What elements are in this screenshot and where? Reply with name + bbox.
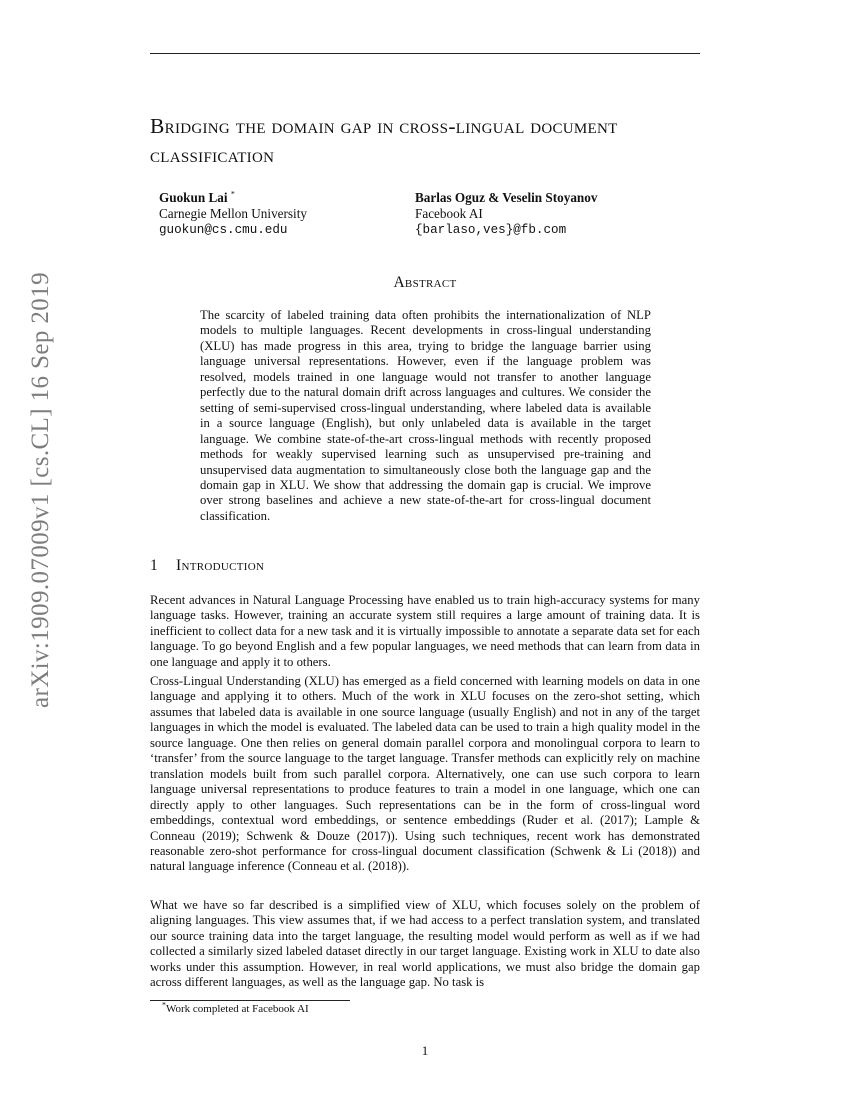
section-number: 1: [150, 557, 159, 574]
footnote-mark: *: [162, 1000, 166, 1010]
page-number: 1: [421, 1043, 429, 1058]
intro-paragraph-1: Recent advances in Natural Language Processing have enabled us to train high-accuracy systems for many language tasks. However, training an accurate system still requires a large amount of training data. It is inefficient to collect data for a new task and it is virtually impossible to annotate a separate data set for each language. To go beyond English and a few popular languages, we need methods that can learn from data in one language and apply it to others.: [150, 593, 700, 669]
section-heading: [150, 557, 264, 575]
author-email: {barlaso,ves}@fb.com: [415, 223, 567, 237]
arxiv-stamp-text: arXiv:1909.07009v1 [cs.CL] 16 Sep 2019: [27, 272, 54, 708]
section-title: Introduction: [176, 557, 265, 574]
author-affiliation: Facebook AI: [415, 206, 483, 221]
author-email: guokun@cs.cmu.edu: [159, 223, 288, 237]
author-block-1: [159, 190, 307, 238]
author-name: Guokun Lai: [159, 190, 228, 205]
author-name: Barlas Oguz & Veselin Stoyanov: [415, 190, 598, 205]
author-footnote-mark: *: [230, 189, 235, 199]
abstract-text: The scarcity of labeled training data often prohibits the internationalization of NLP models to multiple languages. Recent developments in cross-lingual understanding (XLU) has made progress in this area, trying to bridge the language barrier using language universal representations. However, even if the language problem was resolved, models trained in one language would not transfer to another language perfectly due to the natural domain drift across languages and cultures. We consider the setting of semi-supervised cross-lingual understanding, where labeled data is available in a source language (English), but only unlabeled data is available in the target language. We combine state-of-the-art cross-lingual methods with recently proposed methods for weakly supervised learning such as unsupervised pre-training and unsupervised data augmentation to simultaneously close both the language gap and the domain gap in XLU. We show that addressing the domain gap is crucial. We improve over strong baselines and achieve a new state-of-the-art for cross-lingual document classification.: [200, 308, 651, 523]
arxiv-stamp: [21, 272, 61, 708]
author-block-2: [415, 190, 597, 238]
author-affiliation: Carnegie Mellon University: [159, 206, 307, 221]
footnote-rule: [150, 1000, 350, 1001]
intro-paragraph-3: What we have so far described is a simplified view of XLU, which focuses solely on the problem of aligning languages. This view assumes that, if we had access to a perfect translation system, and translated our source training data into the target language, the resulting model would perform as well as if we had collected a similarly sized labeled dataset directly in our target language. Existing work in XLU to date also works under this assumption. However, in real world applications, we must also bridge the domain gap across different languages, as well as the language gap. No task is: [150, 898, 700, 990]
paper-title: Bridging the domain gap in cross-lingual document classification: [150, 114, 618, 167]
intro-paragraph-2: Cross-Lingual Understanding (XLU) has emerged as a field concerned with learning models on data in one language and applying it to others. Much of the work in XLU focuses on the zero-shot setting, which assumes that labeled data is available in one source language (usually English) and not in any of the target languages in which the model is evaluated. The labeled data can be used to train a high quality model in the source language. One then relies on general domain parallel corpora and monolingual corpora to learn to ‘transfer’ from the source language to the target language. Transfer methods can explicitly rely on machine translation models built from such parallel corpora. Alternatively, one can use such corpora to learn language universal representations to produce features to train a model in one language, which one can directly apply to other languages. Such representations can be in the form of cross-lingual word embeddings, contextual word embeddings, or sentence embeddings (Ruder et al. (2017); Lample & Conneau (2019); Schwenk & Douze (2017)). Using such techniques, recent work has demonstrated reasonable zero-shot performance for cross-lingual document classification (Schwenk & Li (2018)) and natural language inference (Conneau et al. (2018)).: [150, 674, 700, 874]
abstract-heading: Abstract: [393, 274, 457, 291]
top-rule: [150, 53, 700, 54]
footnote-text: Work completed at Facebook AI: [166, 1003, 309, 1015]
footnote: [162, 1000, 309, 1015]
